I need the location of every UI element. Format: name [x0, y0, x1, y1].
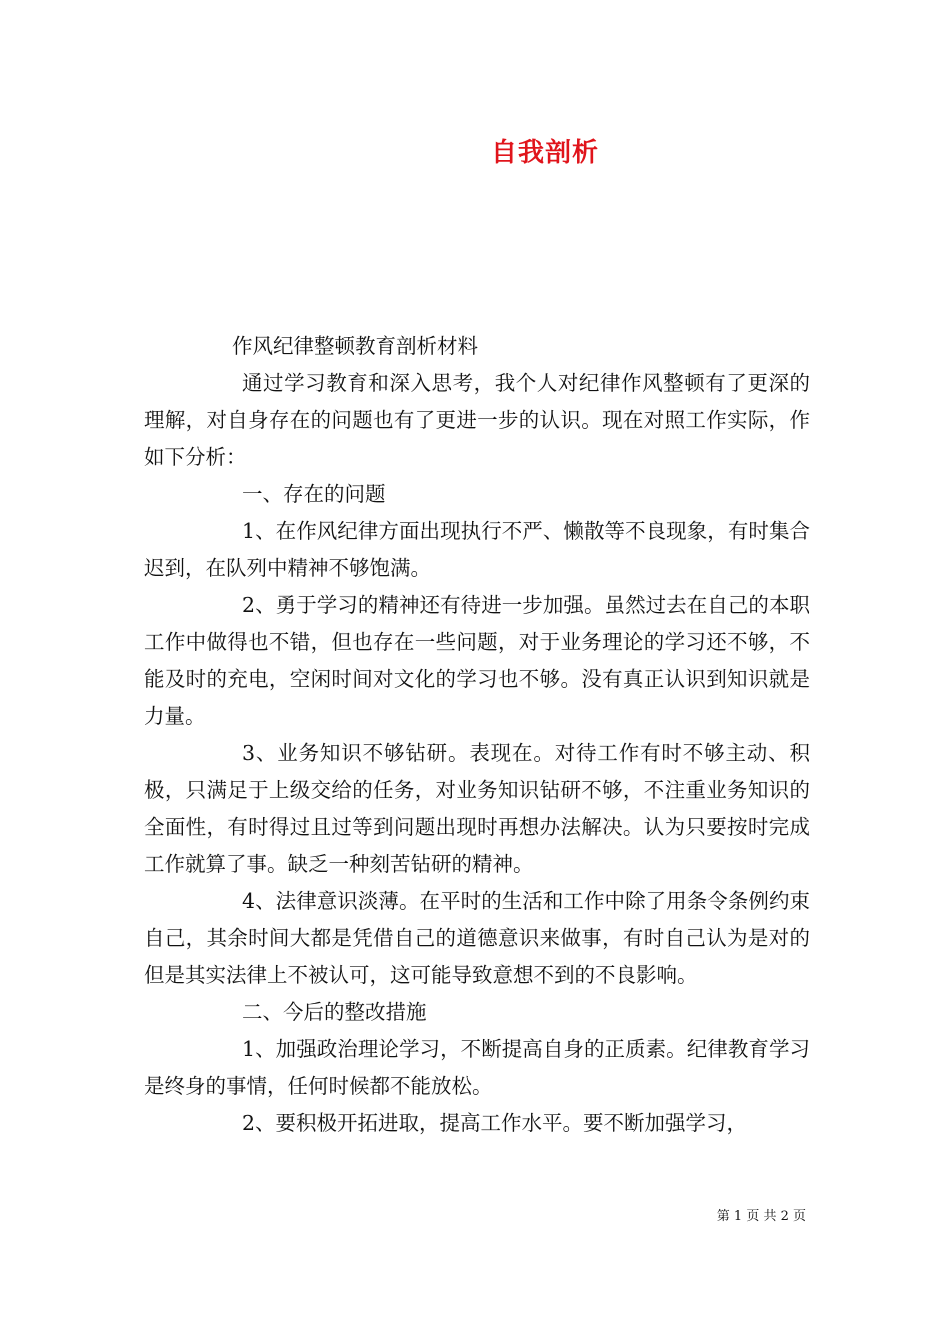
document-body [144, 328, 810, 1142]
measure-item: 2、要积极开拓进取，提高工作水平。要不断加强学习， [242, 1111, 748, 1135]
section-heading-measures: 二、今后的整改措施 [242, 1000, 427, 1024]
problem-item: 1、在作风纪律方面出现执行不严、懒散等不良现象，有时集合迟到，在队列中精神不够饱满。 [144, 519, 810, 580]
intro-paragraph: 通过学习教育和深入思考，我个人对纪律作风整顿有了更深的理解，对自身存在的问题也有了更进一步的认识。现在对照工作实际，作如下分析： [144, 371, 810, 469]
problem-item: 2、勇于学习的精神还有待进一步加强。虽然过去在自己的本职工作中做得也不错，但也存在一些问题，对于业务理论的学习还不够，不能及时的充电，空闲时间对文化的学习也不够。没有真正认识到知识就是力量。 [144, 593, 810, 728]
problem-item: 3、业务知识不够钻研。表现在。对待工作有时不够主动、积极，只满足于上级交给的任务，对业务知识钻研不够，不注重业务知识的全面性，有时得过且过等到问题出现时再想办法解决。认为只要按时完成工作就算了事。缺乏一种刻苦钻研的精神。 [144, 741, 810, 876]
measure-item: 1、加强政治理论学习，不断提高自身的正质素。纪律教育学习是终身的事情，任何时候都不能放松。 [144, 1037, 810, 1098]
problem-item: 4、法律意识淡薄。在平时的生活和工作中除了用条令条例约束自己，其余时间大都是凭借自己的道德意识来做事，有时自己认为是对的但是其实法律上不被认可，这可能导致意想不到的不良影响。 [144, 889, 810, 987]
page-title: 自我剖析 [490, 138, 599, 168]
section-heading-problems: 一、存在的问题 [242, 482, 386, 506]
document-subtitle: 作风纪律整顿教育剖析材料 [232, 334, 478, 358]
page-number: 第 1 页 共 2 页 [716, 1209, 806, 1224]
